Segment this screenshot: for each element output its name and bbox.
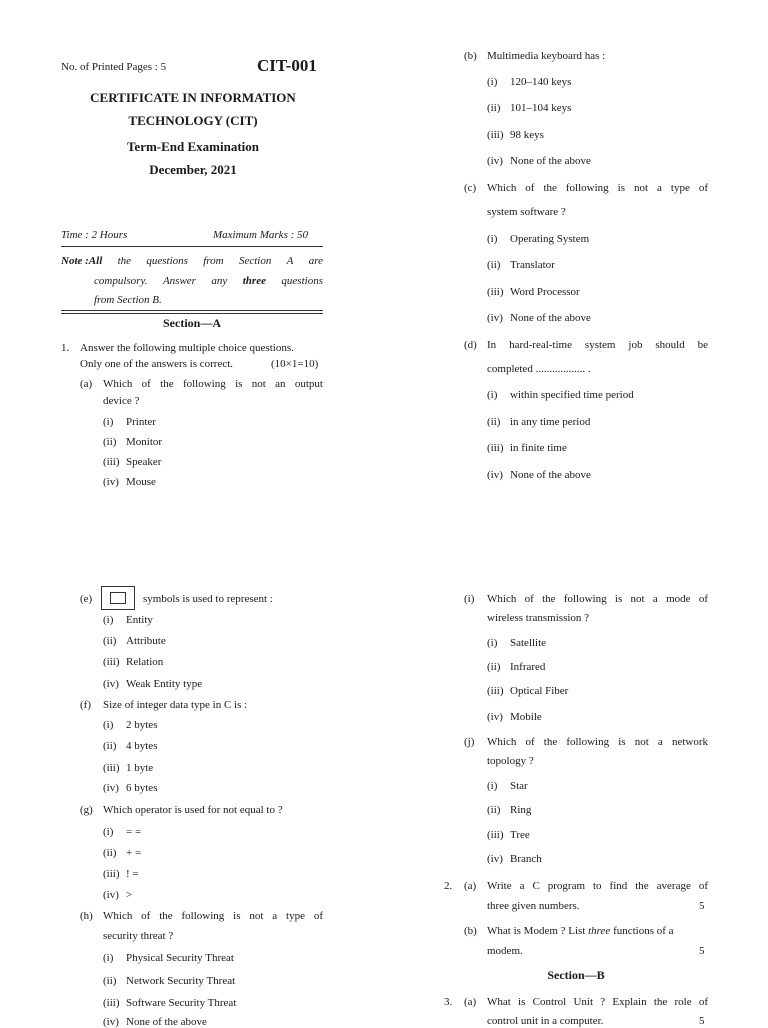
exam-name: Term-End Examination	[126, 139, 260, 154]
question-label: (g)	[80, 804, 93, 816]
option-number: (iii)	[487, 286, 504, 298]
option-text: Network Security Threat	[126, 975, 236, 987]
option-text: Entity	[126, 614, 153, 626]
option-number: (iii)	[487, 129, 504, 141]
option-number: (i)	[487, 76, 498, 88]
marks: 5	[699, 900, 705, 912]
option-text: Relation	[126, 656, 164, 668]
q2a-text-line-1: Write a C program to find the average of	[487, 880, 708, 892]
option-text: None of the above	[510, 469, 591, 481]
question-number: 1.	[61, 342, 70, 354]
option-number: (i)	[487, 389, 498, 401]
option-number: (ii)	[487, 804, 501, 816]
option-text: + =	[126, 847, 142, 859]
option-text: Translator	[510, 259, 555, 271]
option-number: (ii)	[103, 635, 117, 647]
option-number: (iii)	[103, 456, 120, 468]
note-line-1	[61, 255, 323, 267]
option-number: (ii)	[487, 102, 501, 114]
qj-text-line-2: topology ?	[487, 755, 534, 767]
option-number: (iii)	[103, 997, 120, 1009]
option-text: Physical Security Threat	[126, 952, 234, 964]
q2b-text-line-2: modem.	[487, 945, 523, 957]
option-number: (iv)	[487, 853, 503, 865]
option-number: (i)	[103, 719, 114, 731]
option-text: 4 bytes	[126, 740, 158, 752]
option-number: (iv)	[487, 155, 503, 167]
option-text: None of the above	[126, 1016, 207, 1028]
option-number: (iv)	[103, 1016, 119, 1028]
q2b-text-part: What is Modem ? List	[487, 925, 589, 937]
qg-text: Which operator is used for not equal to ?	[103, 804, 283, 816]
option-text: 98 keys	[510, 129, 544, 141]
qa-text-line-1: Which of the following is not an output	[103, 378, 323, 390]
q1-text-line-2: Only one of the answers is correct.	[80, 358, 234, 370]
qa-text-line-2: device ?	[103, 395, 140, 407]
question-label: (b)	[464, 925, 477, 937]
question-label: (a)	[464, 880, 477, 892]
question-label: (b)	[464, 50, 477, 62]
note-three: three	[242, 275, 266, 287]
option-number: (iii)	[103, 868, 120, 880]
option-number: (iii)	[487, 442, 504, 454]
question-number: 2.	[444, 880, 453, 892]
question-label: (e)	[80, 593, 93, 605]
option-number: (i)	[487, 780, 498, 792]
option-text: = =	[126, 826, 142, 838]
qj-text-line-1: Which of the following is not a network	[487, 736, 708, 748]
note-word: Answer	[162, 275, 196, 287]
note-word: Section	[238, 255, 272, 267]
qd-text-line-1: In hard-real-time system job should be	[487, 339, 708, 351]
option-text: Speaker	[126, 456, 162, 468]
option-text: Software Security Threat	[126, 997, 237, 1009]
option-text: in any time period	[510, 416, 591, 428]
q3a-text-line-1: What is Control Unit ? Explain the role of	[487, 996, 708, 1008]
option-text: Branch	[510, 853, 542, 865]
option-number: (iii)	[487, 685, 504, 697]
title-line-1: CERTIFICATE IN INFORMATION	[90, 90, 296, 105]
option-text: 2 bytes	[126, 719, 158, 731]
option-number: (i)	[103, 614, 114, 626]
option-text: Printer	[126, 416, 156, 428]
qc-text-line-2: system software ?	[487, 206, 566, 218]
paper-code: CIT-001	[257, 56, 317, 75]
note-word: A	[286, 255, 294, 267]
option-text: Ring	[510, 804, 532, 816]
q1-marks: (10×1=10)	[271, 358, 319, 370]
q2b-text-part: functions of a	[610, 925, 674, 937]
marks: 5	[699, 1015, 705, 1027]
divider	[61, 246, 323, 247]
question-label: (c)	[464, 182, 477, 194]
option-text: 6 bytes	[126, 782, 158, 794]
q1-text-line-1: Answer the following multiple choice questions.	[80, 342, 294, 354]
option-number: (iv)	[487, 711, 503, 723]
section-b-heading: Section—B	[547, 968, 605, 982]
option-number: (iv)	[103, 889, 119, 901]
option-text: Infrared	[510, 661, 546, 673]
option-text: 1 byte	[126, 762, 154, 774]
option-number: (iv)	[103, 782, 119, 794]
option-number: (ii)	[487, 259, 501, 271]
option-text: None of the above	[510, 312, 591, 324]
section-a-heading: Section—A	[163, 316, 221, 330]
question-label: (j)	[464, 736, 475, 748]
note-label: Note :	[61, 255, 89, 267]
qi-text-line-1: Which of the following is not a mode of	[487, 593, 708, 605]
option-number: (ii)	[103, 975, 117, 987]
q2a-text-line-2: three given numbers.	[487, 900, 580, 912]
option-number: (i)	[487, 233, 498, 245]
qd-text-line-2: completed .................. .	[487, 363, 591, 375]
option-number: (ii)	[103, 436, 117, 448]
option-number: (iv)	[103, 476, 119, 488]
exam-date: December, 2021	[149, 162, 237, 177]
qe-text: symbols is used to represent :	[143, 593, 273, 605]
option-number: (iv)	[103, 678, 119, 690]
option-text: Mouse	[126, 476, 156, 488]
qi-text-line-2: wireless transmission ?	[487, 612, 590, 624]
option-text: 101–104 keys	[510, 102, 572, 114]
question-label: (f)	[80, 699, 91, 711]
option-number: (i)	[103, 952, 114, 964]
option-text: None of the above	[510, 155, 591, 167]
option-text: Tree	[510, 829, 530, 841]
qh-text-line-2: security threat ?	[103, 930, 174, 942]
option-text: >	[126, 889, 133, 901]
divider	[61, 310, 323, 311]
qc-text-line-1: Which of the following is not a type of	[487, 182, 708, 194]
note-line-2	[94, 275, 323, 287]
question-label: (i)	[464, 593, 475, 605]
marks: 5	[699, 945, 705, 957]
option-number: (iii)	[103, 762, 120, 774]
note-all: All	[88, 255, 103, 267]
option-text: Mobile	[510, 711, 542, 723]
option-text: 120–140 keys	[510, 76, 572, 88]
option-text: within specified time period	[510, 389, 634, 401]
note-line-3: from Section B.	[94, 294, 162, 306]
maximum-marks: Maximum Marks : 50	[213, 229, 309, 241]
option-text: Satellite	[510, 637, 547, 649]
note-word: questions	[281, 275, 323, 287]
qh-text-line-1: Which of the following is not a type of	[103, 910, 323, 922]
option-text: Attribute	[126, 635, 166, 647]
option-text: ! =	[126, 868, 139, 880]
title-line-2: TECHNOLOGY (CIT)	[128, 113, 258, 128]
option-number: (ii)	[487, 661, 501, 673]
qb-text: Multimedia keyboard has :	[487, 50, 606, 62]
option-number: (ii)	[103, 847, 117, 859]
option-text: Word Processor	[510, 286, 580, 298]
entity-symbol-box	[101, 586, 135, 610]
question-number: 3.	[444, 996, 453, 1008]
q2b-text-line-1	[487, 925, 708, 937]
option-text: Star	[510, 780, 528, 792]
question-label: (a)	[464, 996, 477, 1008]
note-word: any	[211, 275, 228, 287]
note-word: questions	[146, 255, 188, 267]
option-text: Optical Fiber	[510, 685, 569, 697]
option-number: (ii)	[487, 416, 501, 428]
option-number: (iv)	[487, 312, 503, 324]
divider	[61, 313, 323, 314]
note-word: the	[117, 255, 132, 267]
option-number: (iii)	[487, 829, 504, 841]
option-text: in finite time	[510, 442, 567, 454]
note-word: from	[203, 255, 224, 267]
note-word: are	[308, 255, 323, 267]
printed-pages: No. of Printed Pages : 5	[61, 61, 167, 73]
option-number: (ii)	[103, 740, 117, 752]
question-label: (h)	[80, 910, 93, 922]
q2b-three: three	[588, 925, 611, 937]
option-number: (iii)	[103, 656, 120, 668]
option-number: (i)	[487, 637, 498, 649]
question-label: (d)	[464, 339, 477, 351]
rectangle-symbol-icon	[110, 592, 126, 604]
option-number: (iv)	[487, 469, 503, 481]
option-text: Monitor	[126, 436, 163, 448]
q3a-text-line-2: control unit in a computer.	[487, 1015, 604, 1027]
option-number: (i)	[103, 416, 114, 428]
option-number: (i)	[103, 826, 114, 838]
question-label: (a)	[80, 378, 93, 390]
note-word: compulsory.	[94, 275, 148, 287]
option-text: Weak Entity type	[126, 678, 203, 690]
time-allowed: Time : 2 Hours	[61, 229, 128, 241]
qf-text: Size of integer data type in C is :	[103, 699, 248, 711]
option-text: Operating System	[510, 233, 590, 245]
